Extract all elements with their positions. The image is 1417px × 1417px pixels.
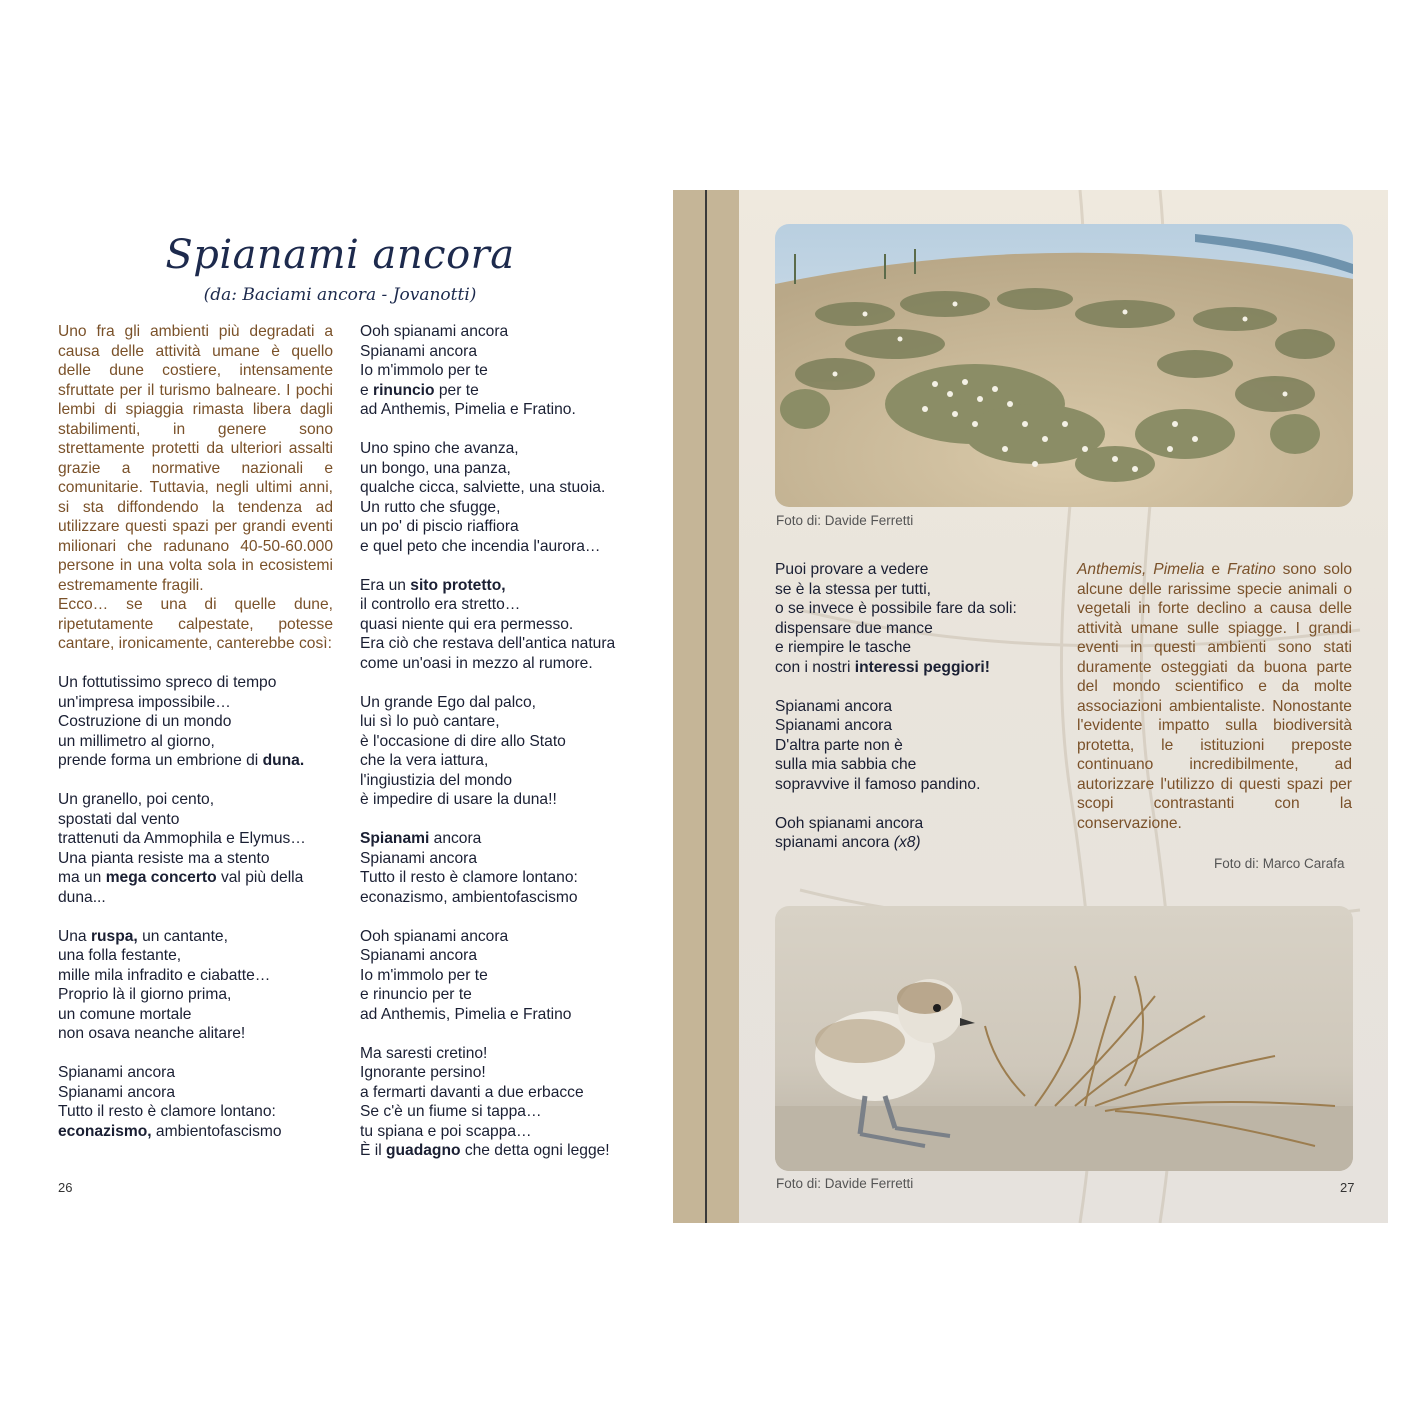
verse-line: Ignorante persino! [360, 1064, 486, 1081]
photo-credit-mid: Foto di: Marco Carafa [1214, 856, 1345, 871]
species-bird: Fratino [1227, 561, 1276, 578]
verse-part: Una [58, 927, 91, 945]
right-column-verse [775, 560, 1055, 853]
verse-line: ad Anthemis, Pimelia e Fratino [360, 1005, 572, 1023]
verse-line: Un grande Ego dal palco, [360, 693, 536, 711]
verse-line: non osava neanche alitare! [58, 1025, 246, 1042]
verse-line: dispensare due mance [775, 619, 933, 637]
verse-bold: Spianami [360, 830, 430, 847]
plover-chick-photo [775, 906, 1353, 1171]
left-column-1 [58, 322, 333, 1141]
stanza [360, 927, 650, 1025]
verse-line: quasi niente qui era permesso. [360, 615, 574, 633]
verse-part: Era un [360, 576, 411, 594]
verse-part: val più della duna... [58, 869, 304, 906]
stanza [775, 697, 1055, 795]
verse-line: tu spiana e poi scappa… [360, 1122, 532, 1140]
verse-line [775, 658, 1055, 678]
stanza [360, 693, 650, 810]
verse-line: a fermarti davanti a due erbacce [360, 1083, 584, 1101]
verse-line: Ooh spianami ancora [360, 323, 509, 340]
verse-part: con i nostri [775, 658, 855, 676]
species-conjunction: e [1204, 561, 1228, 578]
verse-part: prende forma un embrione di [58, 752, 263, 769]
verse-line: Io m'immolo per te [360, 362, 488, 379]
verse-line: sulla mia sabbia che [775, 756, 917, 773]
verse-line: il controllo era stretto… [360, 596, 521, 613]
verse-line: Era ciò che restava dell'antica natura [360, 635, 616, 652]
verse-line: Uno spino che avanza, [360, 440, 519, 457]
stanza [360, 1044, 650, 1161]
stanza [360, 322, 650, 420]
verse-line: che la vera iattura, [360, 752, 489, 769]
verse-part: spianami ancora [775, 834, 894, 851]
page-title: Spianami ancora [165, 232, 515, 278]
intro-text: Uno fra gli ambienti più degradati a causa delle attività umane è quello delle dune costiere, intensamente sfruttate per il turismo balneare. I pochi lembi di spiaggia rimasta libera dagli stabilimenti, in genere sono strettamente protetti da ulteriori assalti grazie a normative nazionali e comunitarie. Tuttavia, negli ultimi anni, si sta diffondendo la tendenza ad utilizzare questi spazi per grandi eventi milionari che radunano 40-50-60.000 persone in una volta sola in ecosistemi estremamente fragili. [58, 323, 333, 594]
verse-line: se è la stessa per tutti, [775, 580, 932, 598]
verse-line: e rinuncio per te [360, 986, 472, 1003]
verse-line [58, 751, 333, 771]
verse-line: D'altra parte non è [775, 736, 903, 754]
verse-line [58, 927, 333, 947]
stanza [360, 439, 650, 556]
verse-line: Spianami ancora [58, 1064, 176, 1081]
verse-line: Una pianta resiste ma a stento [58, 849, 270, 867]
intro-paragraph [58, 322, 333, 654]
verse-part: un cantante, [137, 927, 228, 945]
verse-line: lui sì lo può cantare, [360, 713, 500, 730]
species-names: Anthemis, Pimelia [1077, 561, 1205, 578]
verse-italic: (x8) [893, 834, 921, 851]
verse-line: Ma saresti cretino! [360, 1044, 488, 1062]
spine-divider [705, 190, 707, 1223]
stanza [58, 673, 333, 771]
stanza [775, 560, 1055, 677]
verse-line: Tutto il resto è clamore lontano: [360, 869, 578, 886]
verse-line: è l'occasione di dire allo Stato [360, 732, 566, 750]
verse-line [360, 576, 650, 596]
prose-text: sono solo alcune delle rarissime specie animali o vegetali in forte declino a causa delle attività umane sulle spiagge. I grandi eventi in questi ambienti sono stati duramente osteggiati da buona parte del mondo scientifico e da molte associazioni ambientaliste. Nonostante l'evidente impatto sulla biodiversità protetta, le istituzioni preposte continuano incredibilmente, ad autorizzare l'utilizzo di questi spazi per scopi contrastanti con la conservazione. [1077, 561, 1352, 832]
verse-line: qualche cicca, salviette, una stuoia. [360, 479, 606, 496]
verse-line [360, 381, 650, 401]
verse-line [360, 1141, 650, 1161]
verse-line [775, 833, 1055, 853]
dune-flowers-photo [775, 224, 1353, 507]
verse-line: un'impresa impossibile… [58, 693, 231, 711]
verse-bold: sito protetto, [410, 576, 506, 594]
verse-line: un po' di piscio riaffiora [360, 518, 519, 535]
verse-line: un comune mortale [58, 1005, 192, 1023]
page-number-right: 27 [1340, 1180, 1355, 1195]
verse-line: trattenuti da Ammophila e Elymus… [58, 830, 306, 847]
page-number-left: 26 [58, 1180, 73, 1195]
verse-line: un millimetro al giorno, [58, 732, 215, 750]
left-column-2 [360, 322, 650, 1161]
stanza [58, 1063, 333, 1141]
verse-line: mille mila infradito e ciabatte… [58, 966, 271, 984]
intro-text-2: Ecco… se una di quelle dune, ripetutamente calpestate, potesse cantare, ironicamente, canterebbe così: [58, 596, 333, 652]
verse-line: Puoi provare a vedere [775, 561, 929, 578]
verse-line: Un rutto che sfugge, [360, 498, 501, 516]
verse-line: Spianami ancora [360, 947, 478, 964]
verse-part: che detta ogni legge! [460, 1142, 610, 1159]
stanza [360, 829, 650, 907]
page-subtitle: (da: Baciami ancora - Jovanotti) [203, 285, 477, 305]
verse-line: una folla festante, [58, 947, 182, 964]
verse-bold: guadagno [386, 1142, 461, 1159]
verse-line: o se invece è possibile fare da soli: [775, 600, 1017, 617]
verse-line [58, 1122, 333, 1142]
verse-bold: econazismo, [58, 1122, 152, 1140]
verse-part: ma un [58, 869, 106, 886]
verse-part: ancora [429, 830, 482, 847]
verse-line: è impedire di usare la duna!! [360, 791, 557, 808]
verse-line: come un'oasi in mezzo al rumore. [360, 654, 593, 672]
verse-line: Proprio là il giorno prima, [58, 986, 232, 1003]
stanza [360, 576, 650, 674]
verse-line: Un granello, poi cento, [58, 791, 215, 808]
stanza [58, 790, 333, 907]
verse-line: Tutto il resto è clamore lontano: [58, 1103, 276, 1120]
verse-line: l'ingiustizia del mondo [360, 771, 513, 789]
verse-line: Spianami ancora [360, 342, 478, 360]
verse-line: e quel peto che incendia l'aurora… [360, 537, 601, 555]
stanza [775, 814, 1055, 853]
verse-line: econazismo, ambientofascismo [360, 888, 578, 906]
photo-credit-bottom: Foto di: Davide Ferretti [776, 1176, 914, 1191]
verse-line: sopravvive il famoso pandino. [775, 775, 981, 793]
verse-part: e [360, 381, 374, 399]
verse-bold: mega concerto [105, 869, 217, 886]
verse-line: Spianami ancora [360, 849, 478, 867]
stanza [58, 927, 333, 1044]
verse-line: Spianami ancora [58, 1083, 176, 1101]
verse-line: Costruzione di un mondo [58, 713, 232, 730]
verse-bold: duna. [262, 752, 305, 769]
verse-line: Un fottutissimo spreco di tempo [58, 674, 277, 691]
verse-line [360, 829, 650, 849]
verse-bold: ruspa, [90, 927, 138, 945]
verse-line: Spianami ancora [775, 697, 893, 715]
verse-line: e riempire le tasche [775, 639, 912, 656]
verse-line: spostati dal vento [58, 810, 180, 828]
verse-part: per te [434, 381, 479, 399]
verse-bold: interessi peggiori! [854, 658, 990, 676]
verse-line: Spianami ancora [775, 717, 893, 734]
verse-line: Se c'è un fiume si tappa… [360, 1103, 542, 1120]
verse-line [58, 868, 333, 907]
verse-line: ad Anthemis, Pimelia e Fratino. [360, 401, 576, 418]
verse-line: Ooh spianami ancora [775, 814, 924, 832]
verse-part: È il [360, 1142, 386, 1159]
right-column-prose [1077, 560, 1352, 833]
verse-line: Io m'immolo per te [360, 966, 488, 984]
verse-line: Ooh spianami ancora [360, 927, 509, 945]
verse-bold: rinuncio [373, 381, 435, 399]
photo-credit-top: Foto di: Davide Ferretti [776, 513, 914, 528]
verse-line: un bongo, una panza, [360, 459, 511, 477]
verse-part: ambientofascismo [151, 1122, 282, 1140]
